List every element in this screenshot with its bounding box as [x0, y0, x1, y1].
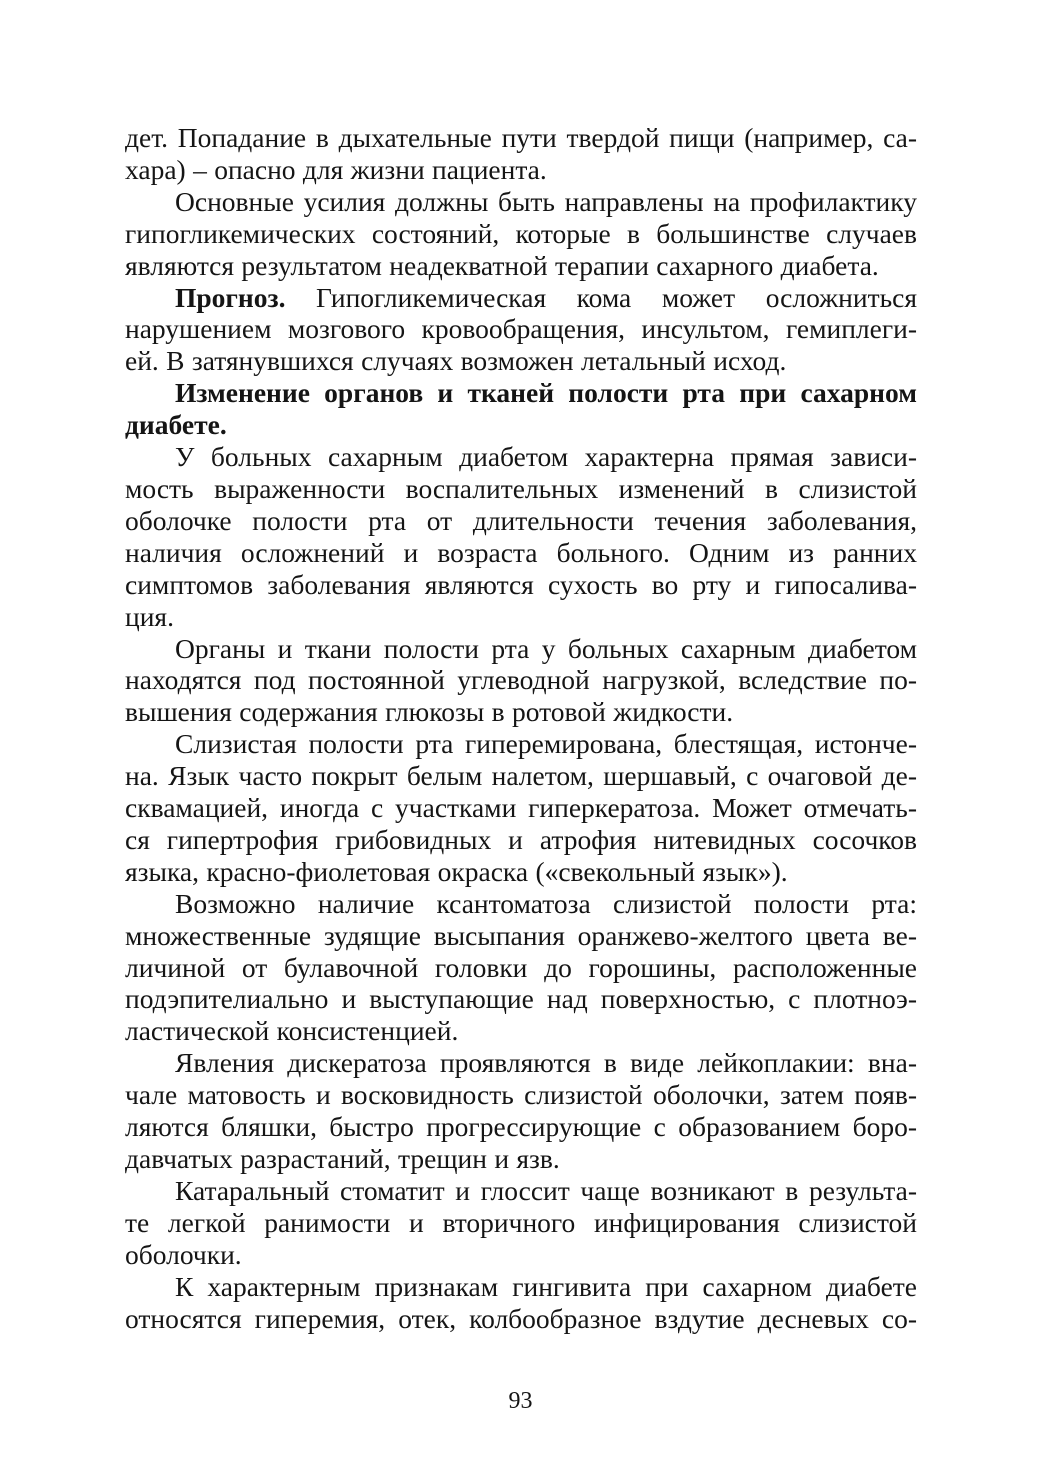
text-line: хара) – опасно для жизни пациента.	[125, 153, 547, 185]
text-line: ей. В затянувшихся случаях возможен летальный исход.	[125, 345, 787, 377]
body-text	[125, 122, 917, 1334]
text-line	[125, 282, 917, 314]
heading-line: диабете.	[125, 409, 227, 441]
text-line: дет. Попадание в дыхательные пути твердой пищи (например, са-	[125, 122, 917, 153]
text-line: языка, красно-фиолетовая окраска («свекольный язык»).	[125, 855, 788, 887]
text-line: Возможно наличие ксантоматоза слизистой полости рта:	[175, 887, 917, 919]
text-line: наличия осложнений и возраста больного. Одним из ранних	[125, 536, 917, 568]
heading-line: Изменение органов и тканей полости рта при сахарном	[175, 377, 917, 409]
text-line: К характерным признакам гингивита при сахарном диабете	[175, 1270, 917, 1302]
paragraph	[125, 122, 917, 186]
paragraph	[125, 441, 917, 632]
text-line: Органы и ткани полости рта у больных сахарным диабетом	[175, 632, 917, 664]
text-line: оболочке полости рта от длительности течения заболевания,	[125, 504, 917, 536]
text-line: чале матовость и восковидность слизистой оболочки, затем появ-	[125, 1079, 917, 1111]
text-line: симптомов заболевания являются сухость во рту и гипосалива-	[125, 568, 917, 600]
text-line: ся гипертрофия грибовидных и атрофия нитевидных сосочков	[125, 823, 917, 855]
text-line: вышения содержания глюкозы в ротовой жидкости.	[125, 696, 734, 728]
text-line: Явления дискератоза проявляются в виде лейкоплакии: вна-	[175, 1047, 917, 1079]
paragraph-prognosis	[125, 282, 917, 378]
text-line: У больных сахарным диабетом характерна прямая зависи-	[175, 441, 917, 473]
text-run: Гипогликемическая кома может осложниться	[285, 281, 917, 313]
text-line: гипогликемических состояний, которые в большинстве случаев	[125, 217, 917, 249]
text-line: нарушением мозгового кровообращения, инсультом, гемиплеги-	[125, 313, 917, 345]
text-line: личиной от булавочной головки до горошины, расположенные	[125, 951, 917, 983]
paragraph	[125, 633, 917, 729]
paragraph	[125, 888, 917, 1048]
paragraph	[125, 1271, 917, 1335]
run-in-heading: Прогноз.	[175, 281, 286, 313]
text-line: оболочки.	[125, 1238, 242, 1270]
text-line: ластической консистенцией.	[125, 1015, 459, 1047]
text-line: ляются бляшки, быстро прогрессирующие с образованием боро-	[125, 1111, 917, 1143]
text-line: на. Язык часто покрыт белым налетом, шершавый, с очаговой де-	[125, 760, 917, 792]
text-line: давчатых разрастаний, трещин и язв.	[125, 1143, 560, 1174]
text-line: Основные усилия должны быть направлены на профилактику	[175, 185, 917, 217]
paragraph	[125, 1047, 917, 1175]
text-line: относятся гиперемия, отек, колбообразное вздутие десневых со-	[125, 1302, 917, 1334]
text-line: мость выраженности воспалительных изменений в слизистой	[125, 472, 917, 504]
page-number: 93	[508, 1388, 533, 1414]
text-line: ция.	[125, 600, 174, 632]
text-line: находятся под постоянной углеводной нагрузкой, вследствие по-	[125, 664, 917, 696]
text-line: подэпителиально и выступающие над поверхностью, с плотноэ-	[125, 983, 917, 1015]
text-line: Слизистая полости рта гиперемирована, блестящая, истонче-	[175, 728, 917, 760]
text-line: множественные зудящие высыпания оранжево-желтого цвета ве-	[125, 919, 917, 951]
text-line: сквамацией, иногда с участками гиперкератоза. Может отмечать-	[125, 792, 917, 824]
paragraph	[125, 186, 917, 282]
paragraph	[125, 728, 917, 888]
section-heading	[125, 377, 917, 441]
text-line: являются результатом неадекватной терапии сахарного диабета.	[125, 249, 879, 281]
paragraph	[125, 1175, 917, 1271]
text-line: Катаральный стоматит и глоссит чаще возникают в результа-	[175, 1174, 917, 1206]
text-line: те легкой ранимости и вторичного инфицирования слизистой	[125, 1206, 917, 1238]
